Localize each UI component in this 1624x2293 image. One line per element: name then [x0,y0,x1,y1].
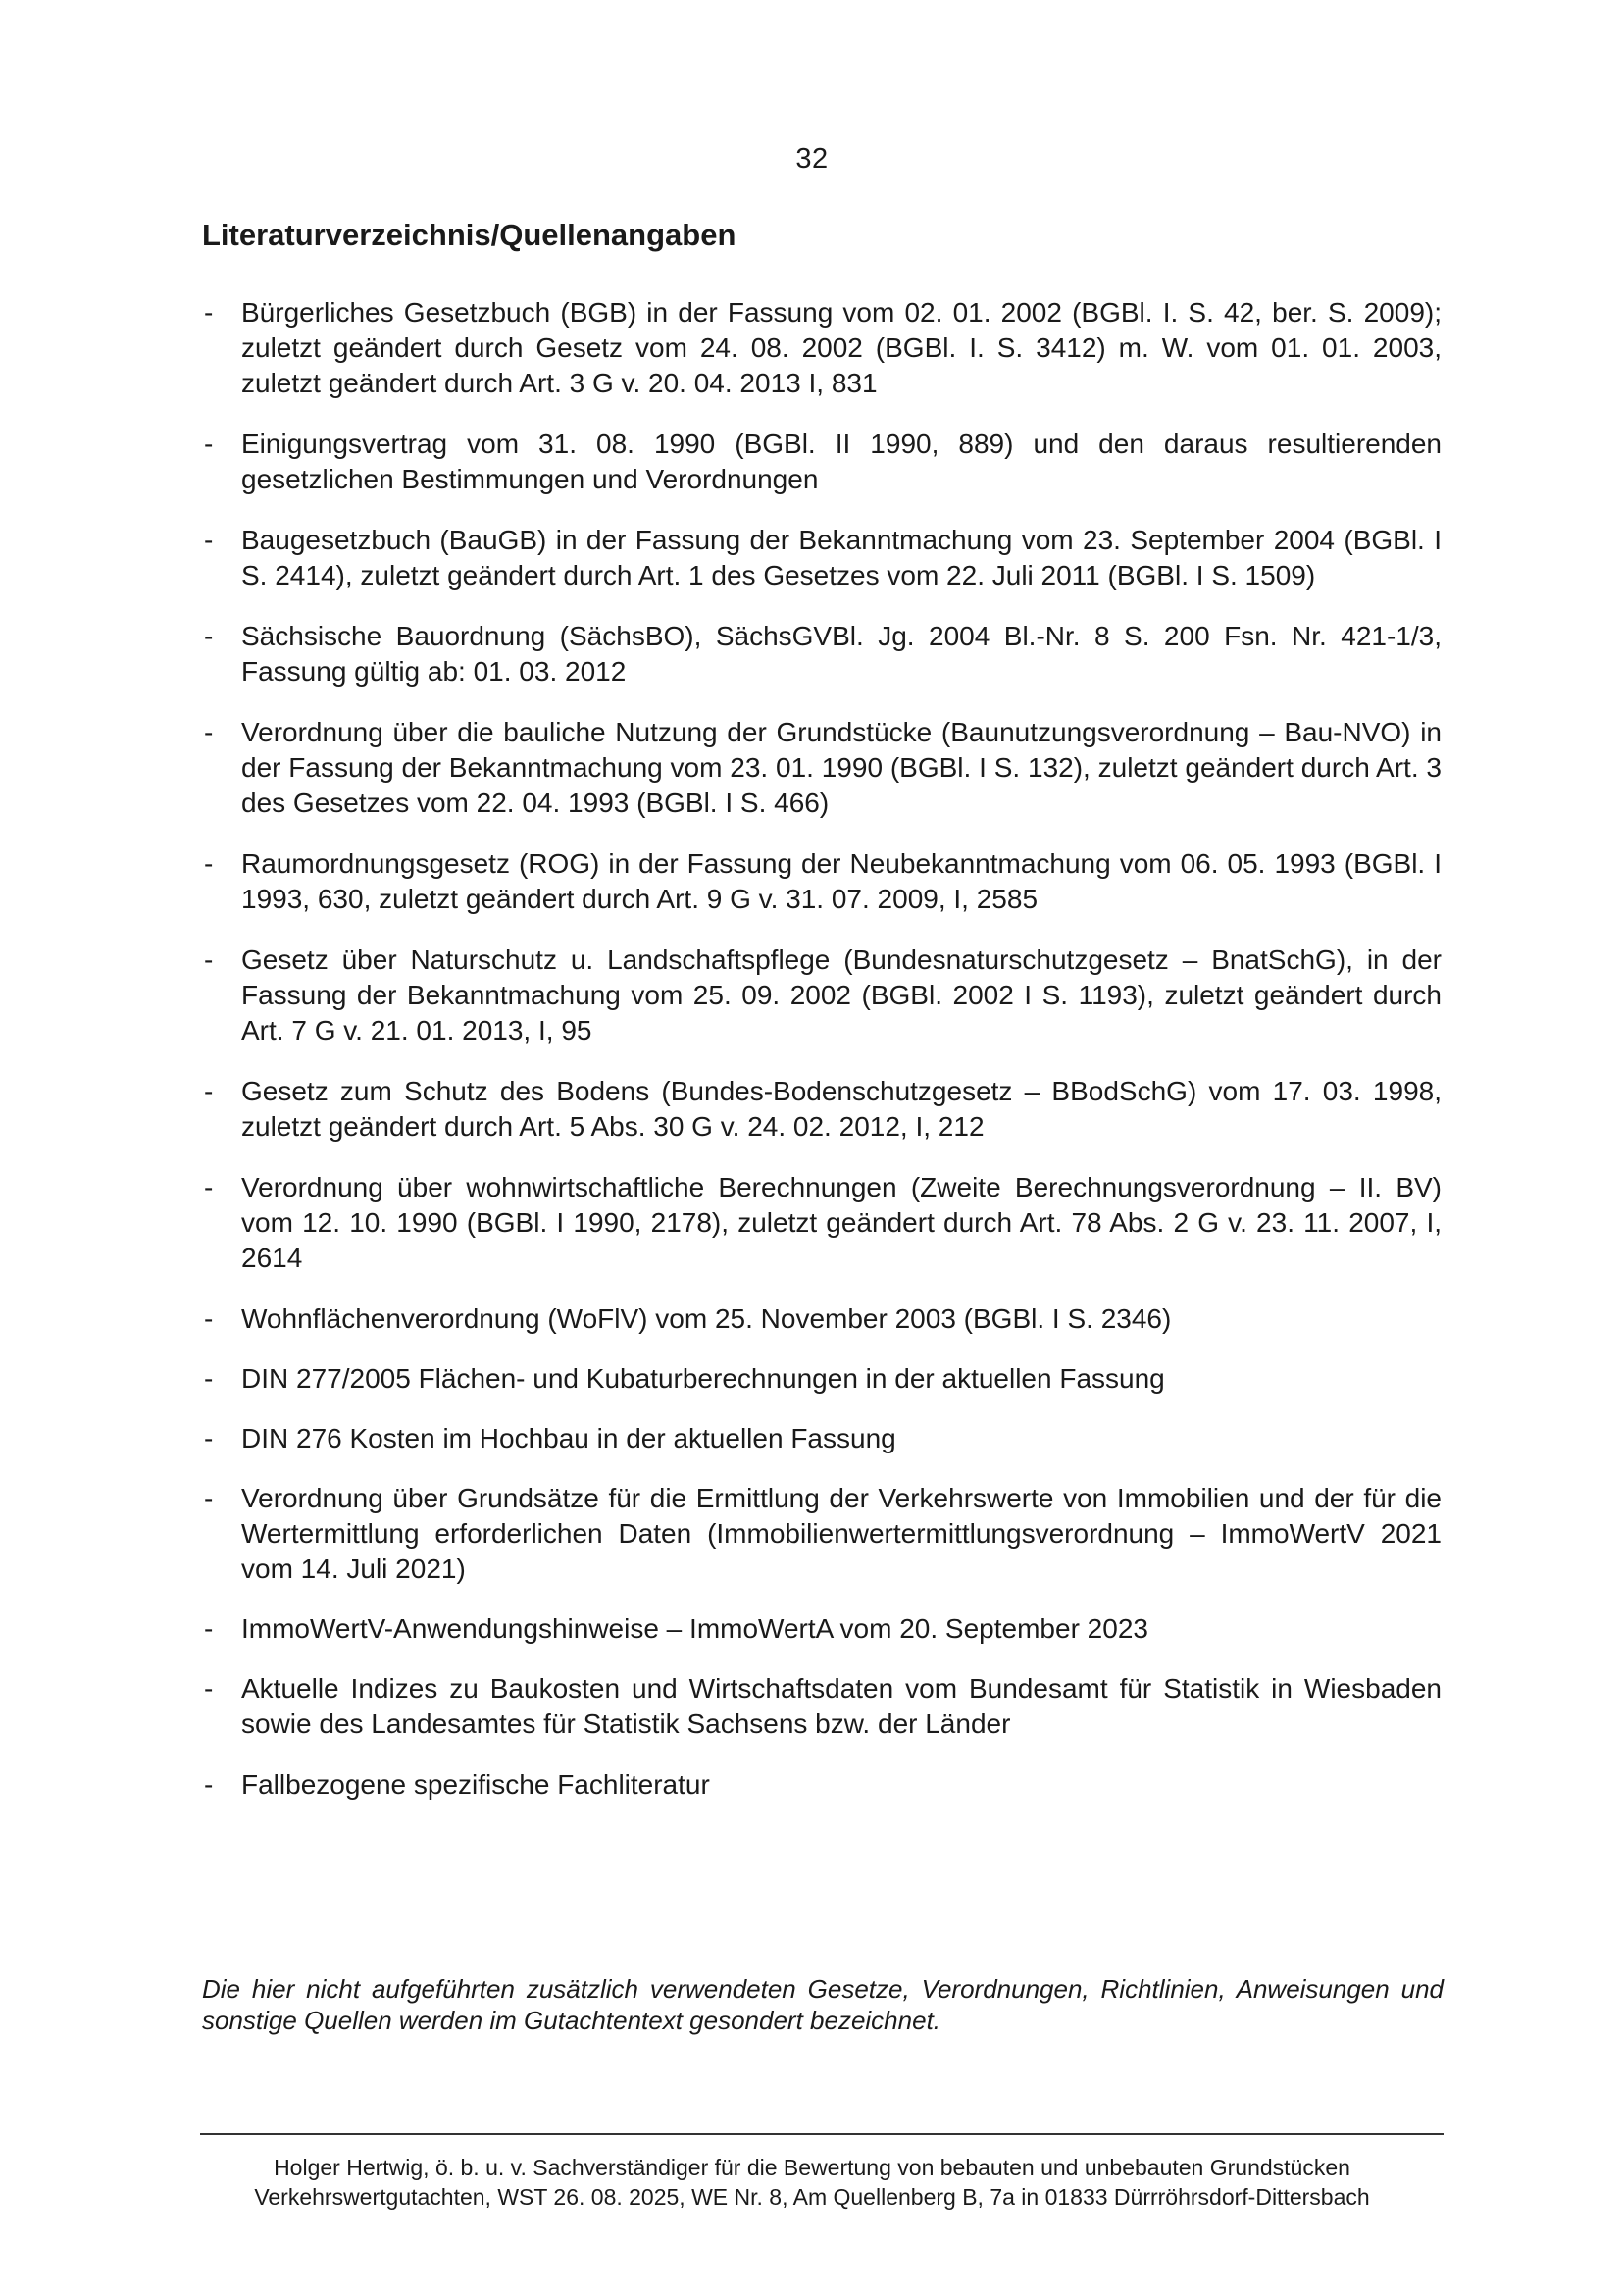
bullet-dash: - [204,429,214,459]
list-item-text: Verordnung über die bauliche Nutzung der Grundstücke (Baunutzungsverordnung – Bau-NVO) in der Fassung der Bekanntmachung vom 23. 01. 1990 (BGBl. I S. 132), zuletzt geändert durch Art. 3 des Gesetzes vom 22. 04. 1993 (BGBl. I S. 466) [241,717,1442,818]
bullet-dash: - [204,944,214,975]
list-item-text: Fallbezogene spezifische Fachliteratur [241,1769,710,1800]
list-item [204,1421,1442,1456]
list-item-text: Aktuelle Indizes zu Baukosten und Wirtschaftsdaten vom Bundesamt für Statistik in Wiesbaden sowie des Landesamtes für Statistik Sachsens bzw. der Länder [241,1673,1442,1739]
list-item [204,427,1442,497]
bullet-dash: - [204,848,214,879]
list-item-text: Gesetz über Naturschutz u. Landschaftspflege (Bundesnaturschutzgesetz – BnatSchG), in der Fassung der Bekanntmachung vom 25. 09. 2002 (BGBl. 2002 I S. 1193), zuletzt geändert durch Art. 7 G v. 21. 01. 2013, I, 95 [241,944,1442,1045]
list-item [204,1481,1442,1587]
list-item-text: DIN 277/2005 Flächen- und Kubaturberechnungen in der aktuellen Fassung [241,1363,1165,1394]
page-number: 32 [795,143,829,175]
list-item-text: Wohnflächenverordnung (WoFlV) vom 25. November 2003 (BGBl. I S. 2346) [241,1303,1172,1334]
bullet-dash: - [204,1423,214,1453]
bullet-dash: - [204,1363,214,1394]
list-item-text: Bürgerliches Gesetzbuch (BGB) in der Fassung vom 02. 01. 2002 (BGBl. I. S. 42, ber. S. 2009); zuletzt geändert durch Gesetz vom 24. 08. 2002 (BGBl. I. S. 3412) m. W. vom 01. 01. 2003, zuletzt geändert durch Art. 3 G v. 20. 04. 2013 I, 831 [241,297,1442,398]
list-item [204,715,1442,821]
list-item-text: Sächsische Bauordnung (SächsBO), SächsGVBl. Jg. 2004 Bl.-Nr. 8 S. 200 Fsn. Nr. 421-1/3, Fassung gültig ab: 01. 03. 2012 [241,621,1442,687]
bullet-dash: - [204,1673,214,1704]
bullet-dash: - [204,1172,214,1202]
bullet-dash: - [204,525,214,555]
footer-divider [200,2133,1444,2135]
list-item [204,295,1442,401]
page-title: Literaturverzeichnis/Quellenangaben [202,218,736,252]
closing-note: Die hier nicht aufgeführten zusätzlich verwendeten Gesetze, Verordnungen, Richtlinien, Anweisungen und sonstige Quellen werden im Gutachtentext gesondert bezeichnet. [202,1974,1444,2035]
footer-report-line: Verkehrswertgutachten, WST 26. 08. 2025, WE Nr. 8, Am Quellenberg B, 7a in 01833 Dürrröhrsdorf-Dittersbach [254,2184,1370,2210]
list-item [204,1767,1442,1803]
list-item [204,1611,1442,1647]
list-item [204,1361,1442,1397]
bullet-dash: - [204,1613,214,1644]
list-item-text: Gesetz zum Schutz des Bodens (Bundes-Bodenschutzgesetz – BBodSchG) vom 17. 03. 1998, zuletzt geändert durch Art. 5 Abs. 30 G v. 24. 02. 2012, I, 212 [241,1076,1442,1142]
list-item-text: ImmoWertV-Anwendungshinweise – ImmoWertA vom 20. September 2023 [241,1613,1148,1644]
bullet-dash: - [204,1769,214,1800]
list-item-text: Einigungsvertrag vom 31. 08. 1990 (BGBl. II 1990, 889) und den daraus resultierenden gesetzlichen Bestimmungen und Verordnungen [241,429,1442,494]
page-footer [0,2153,1624,2212]
list-item [204,943,1442,1048]
bullet-dash: - [204,297,214,328]
list-item-text: Raumordnungsgesetz (ROG) in der Fassung der Neubekanntmachung vom 06. 05. 1993 (BGBl. I 1993, 630, zuletzt geändert durch Art. 9 G v. 31. 07. 2009, I, 2585 [241,848,1442,914]
list-item [204,846,1442,917]
bullet-dash: - [204,1076,214,1106]
footer-author-line: Holger Hertwig, ö. b. u. v. Sachverständiger für die Bewertung von bebauten und unbebauten Grundstücken [274,2155,1350,2180]
list-item [204,619,1442,689]
bullet-dash: - [204,1483,214,1513]
list-item-text: Baugesetzbuch (BauGB) in der Fassung der Bekanntmachung vom 23. September 2004 (BGBl. I S. 2414), zuletzt geändert durch Art. 1 des Gesetzes vom 22. Juli 2011 (BGBl. I S. 1509) [241,525,1442,590]
list-item-text: DIN 276 Kosten im Hochbau in der aktuellen Fassung [241,1423,896,1453]
bullet-dash: - [204,621,214,651]
list-item [204,1074,1442,1145]
literature-list [204,295,1442,1828]
list-item-text: Verordnung über Grundsätze für die Ermittlung der Verkehrswerte von Immobilien und der für die Wertermittlung erforderlichen Daten (Immobilienwertermittlungsverordnung – ImmoWertV 2021 vom 14. Juli 2021) [241,1483,1442,1584]
list-item [204,1170,1442,1276]
list-item [204,1671,1442,1742]
list-item-text: Verordnung über wohnwirtschaftliche Berechnungen (Zweite Berechnungsverordnung – II. BV) vom 12. 10. 1990 (BGBl. I 1990, 2178), zuletzt geändert durch Art. 78 Abs. 2 G v. 23. 11. 2007, I, 2614 [241,1172,1442,1273]
bullet-dash: - [204,717,214,747]
bullet-dash: - [204,1303,214,1334]
list-item [204,1301,1442,1337]
list-item [204,523,1442,593]
